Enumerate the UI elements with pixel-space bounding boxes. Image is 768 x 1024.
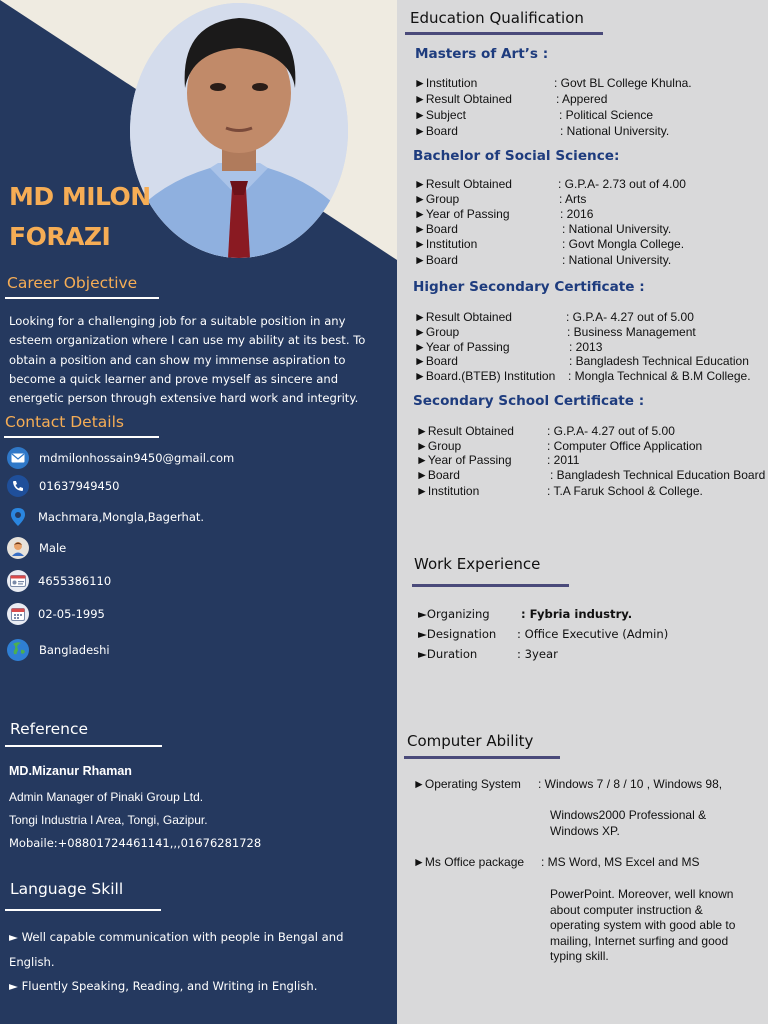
degree-title-masters: Masters of Art’s :	[415, 46, 549, 62]
computer-office-label: ►Ms Office package	[413, 855, 525, 869]
degree-row-value: : Govt Mongla College.	[562, 237, 685, 251]
work-row-value: : Fybria industry.	[521, 607, 633, 621]
work-row-label: ►Designation	[418, 627, 497, 641]
degree-row-label: ►Year of Passing	[416, 453, 512, 467]
degree-row-label: ►Year of Passing	[414, 340, 510, 354]
contact-birthdate	[7, 603, 105, 625]
degree-row-label: ►Group	[414, 325, 460, 339]
language-skill-item: ► Fluently Speaking, Reading, and Writing in English.	[9, 979, 318, 993]
location-pin-icon	[7, 506, 29, 528]
language-skill-heading: Language Skill	[10, 880, 124, 898]
contact-details-heading: Contact Details	[5, 413, 124, 431]
reference-line: Mobaile:+08801724461141,,,01676281728	[9, 836, 262, 850]
person-icon	[7, 537, 29, 559]
computer-os-value-cont: Windows2000 Professional & Windows XP.	[550, 808, 707, 838]
work-row	[418, 644, 558, 664]
degree-row-label: ►Result Obtained	[416, 424, 514, 438]
degree-row-value: : Bangladesh Technical Education	[569, 354, 749, 368]
work-experience-rule	[412, 584, 569, 587]
computer-ability-heading: Computer Ability	[407, 732, 534, 750]
degree-row-label: ►Group	[414, 192, 460, 206]
contact-email	[7, 447, 234, 469]
degree-row-value: : National University.	[562, 253, 672, 267]
contact-address-text: Machmara,Mongla,Bagerhat.	[38, 510, 205, 524]
degree-row-label: ►Institution	[414, 76, 478, 90]
contact-birthdate-text: 02-05-1995	[38, 607, 105, 621]
career-objective-rule	[5, 297, 159, 299]
phone-icon	[7, 475, 29, 497]
degree-row-value: : G.P.A- 4.27 out of 5.00	[566, 310, 694, 324]
contact-details-rule	[4, 436, 159, 438]
degree-row-label: ►Group	[416, 439, 462, 453]
contact-phone	[7, 475, 119, 497]
work-row	[418, 604, 633, 624]
degree-title-bachelor: Bachelor of Social Science:	[413, 148, 620, 164]
education-rule	[405, 32, 603, 35]
work-row-label: ►Organizing	[418, 607, 490, 621]
contact-national-id-text: 4655386110	[38, 574, 112, 588]
language-skill-item: ► Well capable communication with people in Bengal and English.	[9, 930, 344, 969]
work-row-value: : 3year	[517, 647, 558, 661]
degree-row-value: : National University.	[560, 124, 670, 138]
computer-os-value: : Windows 7 / 8 / 10 , Windows 98,	[538, 777, 723, 791]
degree-title-ssc: Secondary School Certificate :	[413, 393, 645, 409]
degree-row-value: : Arts	[559, 192, 587, 206]
degree-row-label: ►Board	[414, 354, 458, 368]
name-first-line: MD MILON	[9, 182, 151, 211]
computer-office-value: : MS Word, MS Excel and MS	[541, 855, 700, 869]
degree-row-label: ►Result Obtained	[414, 177, 512, 191]
career-objective-heading: Career Objective	[7, 274, 138, 292]
degree-row-value: : G.P.A- 2.73 out of 4.00	[558, 177, 686, 191]
globe-icon	[7, 639, 29, 661]
reference-line: Admin Manager of Pinaki Group Ltd.	[9, 790, 204, 804]
name-second-line: FORAZI	[9, 222, 111, 251]
work-experience-heading: Work Experience	[414, 555, 541, 573]
degree-row-value: : 2016	[560, 207, 594, 221]
reference-name: MD.Mizanur Rhaman	[9, 764, 132, 778]
degree-row-value: : Appered	[556, 92, 608, 106]
degree-row-value: : Political Science	[559, 108, 654, 122]
profile-photo	[130, 3, 348, 258]
degree-row-value: : Computer Office Application	[547, 439, 703, 453]
contact-gender	[7, 537, 66, 559]
degree-row-label: ►Result Obtained	[414, 92, 512, 106]
computer-ability-rule	[404, 756, 560, 759]
reference-heading: Reference	[10, 720, 89, 738]
calendar-icon	[7, 603, 29, 625]
degree-row-label: ►Board	[416, 468, 460, 482]
degree-row-label: ►Board	[414, 124, 458, 138]
degree-row-label: ►Institution	[414, 237, 478, 251]
degree-title-hsc: Higher Secondary Certificate :	[413, 279, 645, 295]
reference-rule	[5, 745, 162, 747]
contact-nationality-text: Bangladeshi	[39, 643, 110, 657]
computer-os-label: ►Operating System	[413, 777, 521, 791]
degree-row-value: : G.P.A- 4.27 out of 5.00	[547, 424, 675, 438]
email-icon	[7, 447, 29, 469]
language-skill-list	[9, 925, 379, 999]
contact-email-text[interactable]: mdmilonhossain9450@gmail.com	[39, 451, 235, 465]
work-row-value: : Office Executive (Admin)	[517, 627, 669, 641]
id-card-icon	[7, 570, 29, 592]
degree-row-value: : 2013	[569, 340, 603, 354]
computer-office-value-cont: PowerPoint. Moreover, well known about computer instruction & operating system with good able to mailing, Internet surfing and good typing skill.	[550, 887, 736, 963]
contact-nationality	[7, 639, 110, 661]
degree-row-value: : Business Management	[567, 325, 696, 339]
contact-phone-text[interactable]: 01637949450	[39, 479, 120, 493]
degree-row-label: ►Year of Passing	[414, 207, 510, 221]
degree-row-value: : 2011	[547, 453, 580, 467]
degree-row-label: ►Board	[414, 222, 458, 236]
career-objective-text: Looking for a challenging job for a suitable position in any esteem organization where I can use my ability at its best. To obtain a position and can show my immense aspiration to become a quick learner and prove myself as sincere and energetic person through extensive hard work and integrity.	[9, 314, 366, 406]
work-row	[418, 624, 669, 644]
degree-row-label: ►Board.(BTEB) Institution	[414, 369, 556, 383]
degree-row-value: : National University.	[562, 222, 672, 236]
degree-row-value: : Mongla Technical & B.M College.	[568, 369, 751, 383]
work-row-label: ►Duration	[418, 647, 478, 661]
degree-row-label: ►Result Obtained	[414, 310, 512, 324]
contact-national-id	[7, 570, 111, 592]
degree-row-value: : T.A Faruk School & College.	[547, 484, 703, 498]
degree-row-label: ►Board	[414, 253, 458, 267]
reference-line: Tongi Industria l Area, Tongi, Gazipur.	[9, 813, 208, 827]
language-skill-rule	[5, 909, 161, 911]
degree-row-value: : Govt BL College Khulna.	[554, 76, 692, 90]
degree-row-label: ►Subject	[414, 108, 466, 122]
degree-row-label: ►Institution	[416, 484, 480, 498]
work-experience-table	[418, 604, 669, 664]
reference-block	[9, 764, 261, 850]
contact-gender-text: Male	[39, 541, 67, 555]
degree-row-value: : Bangladesh Technical Education Board	[550, 468, 766, 482]
contact-address	[7, 506, 204, 528]
education-heading: Education Qualification	[410, 9, 584, 27]
